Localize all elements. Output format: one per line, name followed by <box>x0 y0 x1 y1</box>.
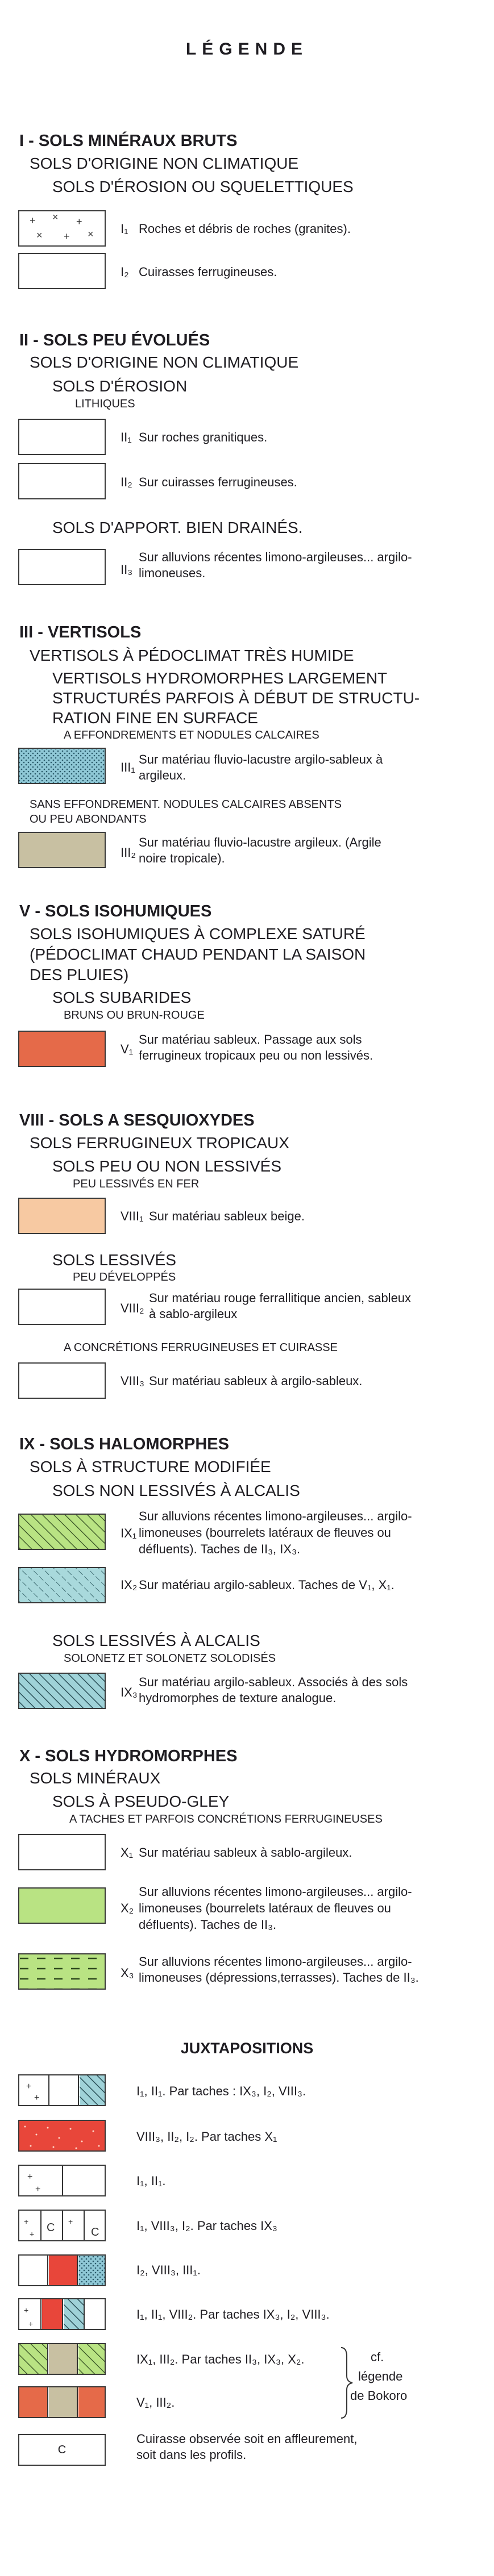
jux-text-4: I₁, VIII₃, I₂. Par taches IX₃ <box>136 2219 277 2233</box>
desc-IX1-l1: Sur alluvions récentes limono-argileuses... argilo- <box>139 1509 412 1523</box>
bokoro-note-3: de Bokoro <box>350 2389 408 2403</box>
code-VIII1: VIII₁ <box>121 1209 144 1223</box>
desc-V1-l1: Sur matériau sableux. Passage aux sols <box>139 1032 362 1047</box>
code-VIII3: VIII₃ <box>121 1374 144 1388</box>
jux-swatch-5 <box>18 2254 106 2286</box>
jux-swatch-3 <box>18 2165 106 2196</box>
juxtapositions-title: JUXTAPOSITIONS <box>180 2040 314 2057</box>
swatch-II3 <box>18 549 106 585</box>
svg-text:+: + <box>27 2172 33 2182</box>
section-8-small2: A CONCRÉTIONS FERRUGINEUSES ET CUIRASSE <box>64 1341 338 1354</box>
section-8-sub2-small: PEU LESSIVÉS EN FER <box>73 1178 200 1190</box>
section-3-title: III - VERTISOLS <box>19 623 142 641</box>
desc-X2-l1: Sur alluvions récentes limono-argileuses... argilo- <box>139 1885 412 1899</box>
legend-title: LÉGENDE <box>185 40 309 59</box>
desc-IX1-l2: limoneuses (bourrelets latéraux de fleuves ou <box>139 1525 391 1540</box>
svg-text:×: × <box>36 230 43 241</box>
code-IX2: IX₂ <box>121 1578 138 1592</box>
code-I1: I₁ <box>121 222 128 236</box>
desc-IX3-l1: Sur matériau argilo-sableux. Associés à des sols <box>139 1675 408 1689</box>
desc-X2-l3: défluents). Taches de II₃. <box>139 1918 277 1932</box>
section-2-sub1: SOLS D'ORIGINE NON CLIMATIQUE <box>30 353 299 371</box>
section-8-title: VIII - SOLS A SESQUIOXYDES <box>19 1111 255 1129</box>
svg-text:C: C <box>91 2226 99 2239</box>
swatch-VIII2 <box>18 1289 106 1325</box>
desc-VIII3: Sur matériau sableux à argilo-sableux. <box>149 1374 363 1388</box>
section-3-small2-l2: OU PEU ABONDANTS <box>30 813 147 826</box>
swatch-VIII1 <box>18 1198 106 1234</box>
svg-text:+: + <box>28 2319 34 2328</box>
section-2-sub2: SOLS D'ÉROSION <box>52 377 188 395</box>
desc-II2: Sur cuirasses ferrugineuses. <box>139 475 297 489</box>
svg-text:×: × <box>88 228 94 240</box>
swatch-IX3 <box>18 1673 106 1709</box>
section-1-sub2: SOLS D'ÉROSION OU SQUELETTIQUES <box>52 178 354 195</box>
svg-text:+: + <box>24 2217 29 2226</box>
svg-text:+: + <box>76 216 82 227</box>
desc-IX1-l3: défluents). Taches de II₃, IX₃. <box>139 1542 301 1556</box>
code-V1: V₁ <box>121 1042 134 1056</box>
cuirasse-c-label: C <box>57 2443 67 2456</box>
jux-text-5: I₂, VIII₃, III₁. <box>136 2263 201 2277</box>
desc-III1-l1: Sur matériau fluvio-lacustre argilo-sableux à <box>139 752 383 766</box>
jux-text-9-l2: soit dans les profils. <box>136 2448 247 2462</box>
swatch-VIII3 <box>18 1362 106 1399</box>
desc-III2-l2: noire tropicale). <box>139 851 225 865</box>
section-8-sub1: SOLS FERRUGINEUX TROPICAUX <box>30 1134 289 1152</box>
desc-X3-l2: limoneuses (dépressions,terrasses). Taches de II₃. <box>139 1970 419 1985</box>
section-3-sub1: VERTISOLS À PÉDOCLIMAT TRÈS HUMIDE <box>30 647 354 664</box>
desc-VIII1: Sur matériau sableux beige. <box>149 1209 305 1223</box>
section-1-sub1: SOLS D'ORIGINE NON CLIMATIQUE <box>30 155 299 172</box>
section-3-sub2-l2: STRUCTURÉS PARFOIS À DÉBUT DE STRUCTU- <box>52 689 420 707</box>
bracket-brace <box>339 2345 356 2420</box>
section-10-sub2: SOLS À PSEUDO-GLEY <box>52 1793 230 1810</box>
svg-text:×: × <box>52 211 59 223</box>
swatch-III1 <box>18 748 106 784</box>
code-I2: I₂ <box>121 265 129 279</box>
code-X1: X₁ <box>121 1845 134 1860</box>
swatch-II1 <box>18 419 106 455</box>
code-X2: X₂ <box>121 1901 134 1915</box>
desc-IX3-l2: hydromorphes de texture analogue. <box>139 1691 337 1705</box>
svg-text:C: C <box>47 2221 55 2234</box>
section-10-sub1: SOLS MINÉRAUX <box>30 1769 161 1787</box>
jux-text-8: V₁, III₂. <box>136 2395 175 2410</box>
desc-II3-l1: Sur alluvions récentes limono-argileuses... argilo- <box>139 550 412 564</box>
section-3-sub2-l3: RATION FINE EN SURFACE <box>52 709 258 727</box>
desc-II1: Sur roches granitiques. <box>139 430 268 444</box>
jux-text-6: I₁, II₁, VIII₂. Par taches IX₃, I₂, VIII₃. <box>136 2307 330 2321</box>
svg-text:+: + <box>30 215 36 226</box>
desc-I1: Roches et débris de roches (granites). <box>139 222 351 236</box>
code-IX3: IX₃ <box>121 1685 138 1699</box>
bokoro-note-1: cf. <box>371 2350 384 2364</box>
code-II2: II₂ <box>121 475 132 489</box>
section-2-title: II - SOLS PEU ÉVOLUÉS <box>19 331 210 349</box>
jux-text-1: I₁, II₁. Par taches : IX₃, I₂, VIII₃. <box>136 2084 306 2098</box>
swatch-I1 <box>18 210 106 247</box>
jux-text-9-l1: Cuirasse observée soit en affleurement, <box>136 2432 358 2446</box>
section-3-small1: A EFFONDREMENTS ET NODULES CALCAIRES <box>64 729 319 741</box>
swatch-X3 <box>18 1953 106 1990</box>
swatch-IX2 <box>18 1567 106 1603</box>
jux-text-2: VIII₃, II₂, I₂. Par taches X₁ <box>136 2129 277 2144</box>
svg-text:+: + <box>35 2185 41 2194</box>
code-III1: III₁ <box>121 760 135 774</box>
svg-text:+: + <box>68 2217 73 2226</box>
section-3-small2-l1: SANS EFFONDREMENT. NODULES CALCAIRES ABSENTS <box>30 798 342 811</box>
bokoro-note-2: légende <box>358 2369 403 2383</box>
jux-swatch-7 <box>18 2343 106 2375</box>
desc-III1-l2: argileux. <box>139 768 186 782</box>
section-8-sub3-small: PEU DÉVELOPPÉS <box>73 1271 176 1283</box>
code-III2: III₂ <box>121 845 136 860</box>
section-5-sub1: SOLS ISOHUMIQUES À COMPLEXE SATURÉ <box>30 925 366 943</box>
swatch-I2 <box>18 253 106 289</box>
swatch-X1 <box>18 1834 106 1870</box>
swatch-X2 <box>18 1887 106 1924</box>
section-3-sub2-l1: VERTISOLS HYDROMORPHES LARGEMENT <box>52 669 388 687</box>
section-2-sub3: SOLS D'APPORT. BIEN DRAINÉS. <box>52 519 303 536</box>
swatch-V1 <box>18 1031 106 1067</box>
section-1-title: I - SOLS MINÉRAUX BRUTS <box>19 132 238 150</box>
section-5-sub2: SOLS SUBARIDES <box>52 989 192 1006</box>
code-II3: II₃ <box>121 562 133 577</box>
svg-text:+: + <box>34 2093 40 2103</box>
section-9-title: IX - SOLS HALOMORPHES <box>19 1435 229 1453</box>
jux-swatch-1 <box>18 2074 106 2106</box>
jux-swatch-2 <box>18 2120 106 2152</box>
jux-swatch-8 <box>18 2386 106 2418</box>
desc-III2-l1: Sur matériau fluvio-lacustre argileux. (Argile <box>139 835 381 849</box>
jux-text-3: I₁, II₁. <box>136 2174 166 2188</box>
code-II1: II₁ <box>121 430 132 444</box>
desc-X3-l1: Sur alluvions récentes limono-argileuses... argilo- <box>139 1954 412 1969</box>
section-10-title: X - SOLS HYDROMORPHES <box>19 1747 238 1765</box>
desc-I2: Cuirasses ferrugineuses. <box>139 265 277 279</box>
svg-text:+: + <box>64 231 70 242</box>
desc-VIII2-l1: Sur matériau rouge ferrallitique ancien, sableux <box>149 1291 412 1305</box>
code-X3: X₃ <box>121 1966 134 1980</box>
section-5-title: V - SOLS ISOHUMIQUES <box>19 902 212 920</box>
section-9-sub3-small: SOLONETZ ET SOLONETZ SOLODISÉS <box>64 1652 276 1665</box>
desc-X2-l2: limoneuses (bourrelets latéraux de fleuves ou <box>139 1901 391 1915</box>
svg-text:+: + <box>30 2229 35 2239</box>
section-5-sub1-l2: (PÉDOCLIMAT CHAUD PENDANT LA SAISON <box>30 945 366 963</box>
section-8-sub2: SOLS PEU OU NON LESSIVÉS <box>52 1157 282 1175</box>
jux-text-7: IX₁, III₂. Par taches II₃, IX₃, X₂. <box>136 2352 305 2366</box>
jux-swatch-4 <box>18 2210 106 2241</box>
swatch-III2 <box>18 832 106 868</box>
section-9-sub2: SOLS NON LESSIVÉS À ALCALIS <box>52 1482 300 1499</box>
section-8-sub3: SOLS LESSIVÉS <box>52 1251 176 1269</box>
code-VIII2: VIII₂ <box>121 1301 144 1315</box>
code-IX1: IX₁ <box>121 1526 137 1540</box>
section-10-sub2-small: A TACHES ET PARFOIS CONCRÉTIONS FERRUGINEUSES <box>69 1813 383 1825</box>
swatch-II2 <box>18 463 106 499</box>
desc-VIII2-l2: à sablo-argileux <box>149 1307 238 1321</box>
section-9-sub1: SOLS À STRUCTURE MODIFIÉE <box>30 1458 271 1475</box>
jux-swatch-9 <box>18 2434 106 2466</box>
desc-II3-l2: limoneuses. <box>139 566 206 580</box>
section-5-sub1-l3: DES PLUIES) <box>30 966 129 983</box>
jux-swatch-6 <box>18 2298 106 2330</box>
svg-text:+: + <box>24 2306 29 2315</box>
desc-IX2: Sur matériau argilo-sableux. Taches de V₁, X₁. <box>139 1578 395 1592</box>
svg-text:+: + <box>26 2082 32 2091</box>
section-9-sub3: SOLS LESSIVÉS À ALCALIS <box>52 1632 260 1649</box>
desc-V1-l2: ferrugineux tropicaux peu ou non lessivés. <box>139 1048 373 1062</box>
section-5-sub2-small: BRUNS OU BRUN-ROUGE <box>64 1009 205 1022</box>
swatch-IX1 <box>18 1514 106 1550</box>
desc-X1: Sur matériau sableux à sablo-argileux. <box>139 1845 352 1860</box>
crosses-pattern <box>19 211 105 245</box>
section-2-sub2-small: LITHIQUES <box>75 398 135 410</box>
